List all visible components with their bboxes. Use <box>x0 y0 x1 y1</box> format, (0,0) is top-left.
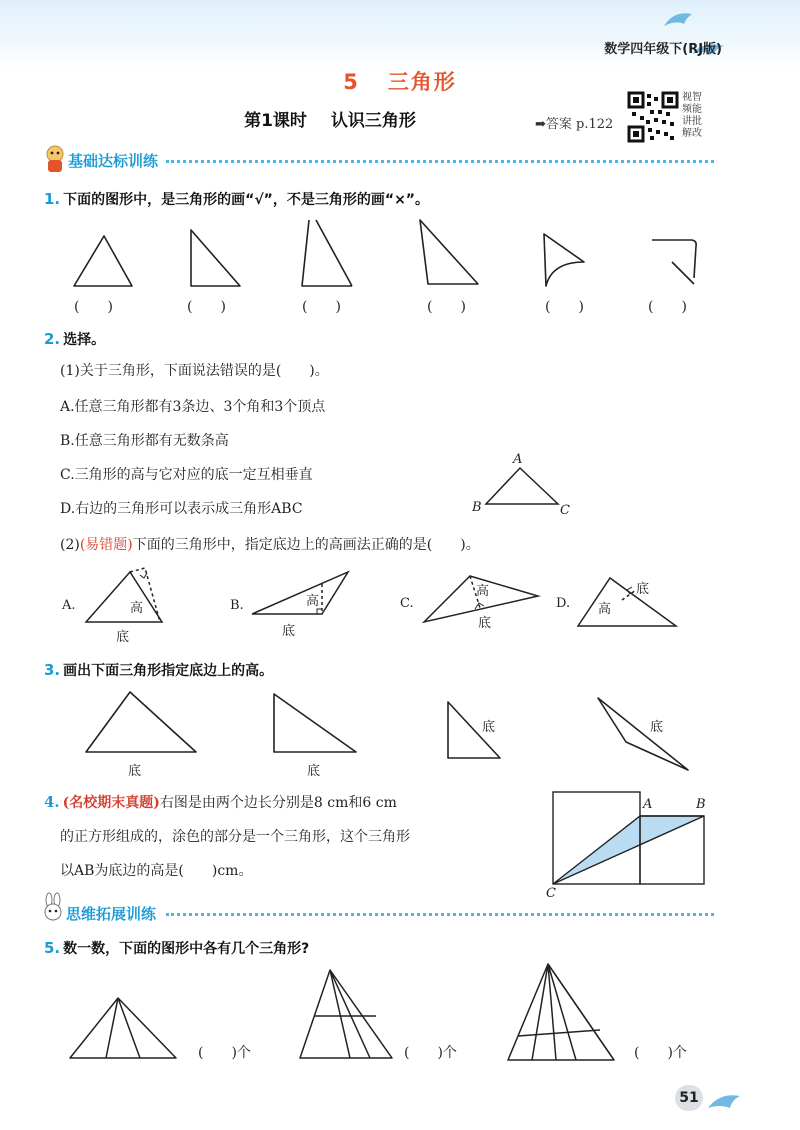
q2-b-base-label: 底 <box>282 624 296 639</box>
q2-option-b[interactable]: B.任意三角形都有无数条高 <box>60 433 229 449</box>
q2-option-c[interactable]: C.三角形的高与它对应的底一定互相垂直 <box>60 467 313 483</box>
q2-a-height-label: 高 <box>130 601 144 616</box>
q2-d-base-label: 底 <box>636 582 650 597</box>
question-3: 3. 画出下面三角形指定底边上的高。 <box>44 661 274 679</box>
q3-base-label-2: 底 <box>307 764 321 779</box>
q1-answer-3[interactable]: ( ) <box>302 299 341 315</box>
question-5: 5. 数一数，下面的图形中各有几个三角形? <box>44 939 310 957</box>
q1-answer-6[interactable]: ( ) <box>648 299 687 315</box>
section-title-basic: 基础达标训练 <box>68 152 159 170</box>
question-4: 4. (名校期末真题)右图是由两个边长分别是8 cm和6 cm <box>44 793 397 811</box>
q4-point-b: B <box>696 797 706 812</box>
vertex-a: A <box>513 452 523 467</box>
q4-point-c: C <box>546 886 556 901</box>
page-number: 51 <box>675 1085 703 1111</box>
dolphin-footer-icon <box>706 1086 746 1116</box>
tag-exam: (名校期末真题) <box>62 795 160 811</box>
question-1: 1. 下面的图形中，是三角形的画“√”，不是三角形的画“×”。 <box>44 190 430 208</box>
q4-point-a: A <box>643 797 653 812</box>
question-2: 2. 选择。 <box>44 330 106 348</box>
answer-reference[interactable]: ➡答案 p.122 <box>535 117 614 132</box>
q5-answer-1[interactable]: ( )个 <box>198 1045 251 1061</box>
q2-choice-d[interactable]: D. <box>556 596 571 611</box>
q2-c-base-label: 底 <box>478 616 492 631</box>
q1-answer-1[interactable]: ( ) <box>74 299 113 315</box>
q2-option-d[interactable]: D.右边的三角形可以表示成三角形ABC <box>60 501 303 517</box>
q2-part2-stem: (2)(易错题)下面的三角形中，指定底边上的高画法正确的是( )。 <box>60 537 480 553</box>
q2-part1-stem: (1)关于三角形，下面说法错误的是( )。 <box>60 363 329 379</box>
tag-error-prone: (易错题) <box>79 537 133 553</box>
q5-answer-2[interactable]: ( )个 <box>404 1045 457 1061</box>
q3-base-label-1: 底 <box>128 764 142 779</box>
chapter-number: 5 <box>343 70 360 94</box>
qr-caption: 视智 频能 讲批 解改 <box>682 92 702 139</box>
q2-choice-a[interactable]: A. <box>62 598 76 613</box>
subject-label: 数学四年级下(RJ版) <box>604 42 722 57</box>
q2-d-height-label: 高 <box>598 602 612 617</box>
q2-choice-b[interactable]: B. <box>230 598 244 613</box>
section-title-extend: 思维拓展训练 <box>66 905 157 923</box>
q3-base-label-3: 底 <box>482 720 496 735</box>
q4-line-3: 以AB为底边的高是( )cm。 <box>60 863 253 879</box>
q2-b-height-label: 高 <box>306 594 320 609</box>
q2-choice-c[interactable]: C. <box>400 596 414 611</box>
lesson-name: 认识三角形 <box>330 111 416 131</box>
q2-a-base-label: 底 <box>116 630 130 645</box>
lesson-number: 第1课时 <box>244 111 307 131</box>
q1-answer-2[interactable]: ( ) <box>187 299 226 315</box>
q4-line-2: 的正方形组成的，涂色的部分是一个三角形，这个三角形 <box>60 829 410 845</box>
vertex-c: C <box>560 503 570 518</box>
q1-answer-5[interactable]: ( ) <box>545 299 584 315</box>
q3-base-label-4: 底 <box>650 720 664 735</box>
vertex-b: B <box>472 500 482 515</box>
q5-answer-3[interactable]: ( )个 <box>634 1045 687 1061</box>
chapter-name: 三角形 <box>387 70 457 94</box>
q2-option-a[interactable]: A.任意三角形都有3条边、3个角和3个顶点 <box>60 399 326 415</box>
q1-answer-4[interactable]: ( ) <box>427 299 466 315</box>
q2-c-height-label: 高 <box>476 584 490 599</box>
